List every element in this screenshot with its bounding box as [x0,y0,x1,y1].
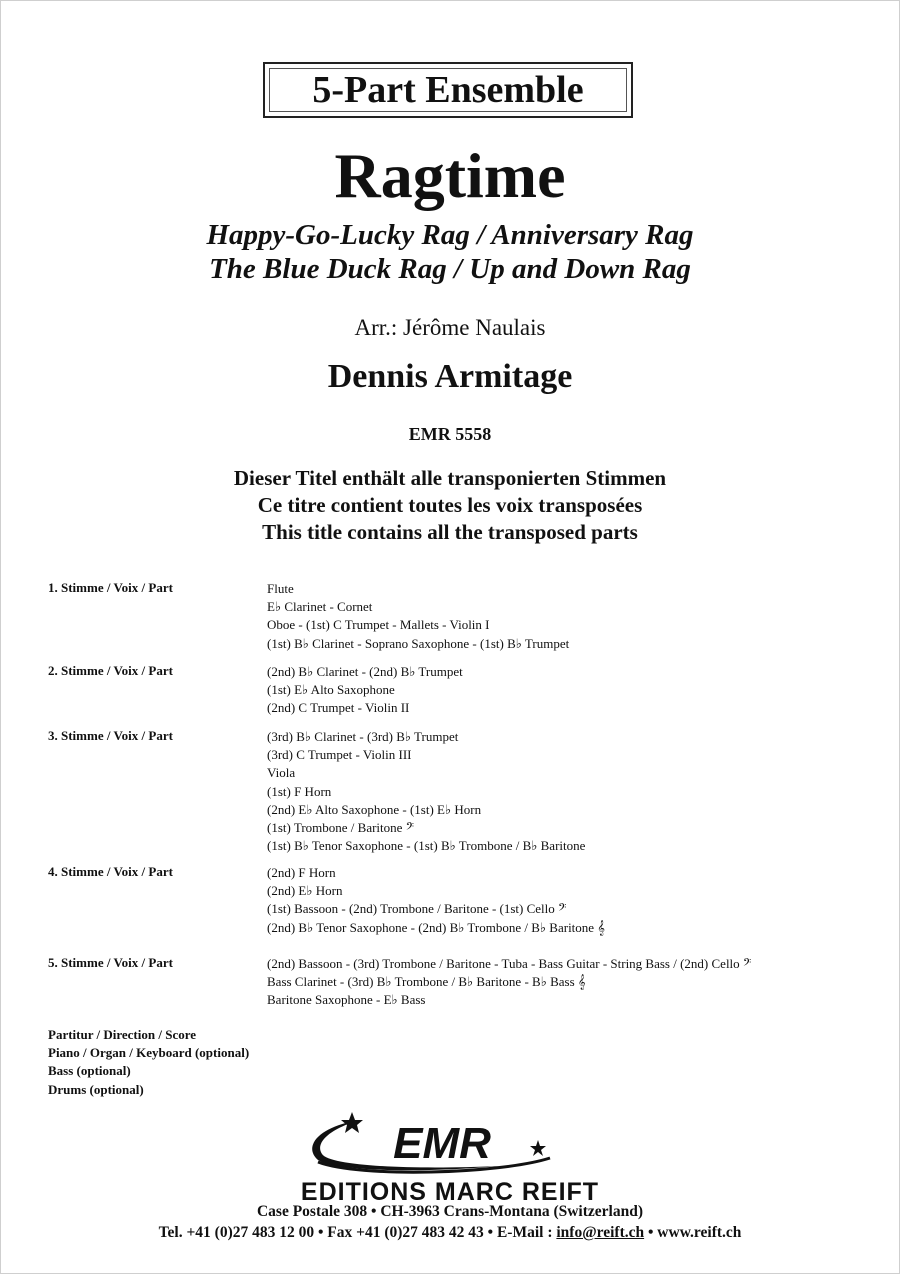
extra-part: Partitur / Direction / Score [48,1027,197,1042]
instrument-line: Viola [267,765,296,781]
extra-part: Bass (optional) [48,1063,131,1079]
instrument-line: (1st) E♭ Alto Saxophone [267,682,395,698]
instrument-line: (2nd) B♭ Tenor Saxophone - (2nd) B♭ Trombone / B♭ Baritone 𝄞 [267,919,605,935]
instrument-line: (2nd) E♭ Alto Saxophone - (1st) E♭ Horn [267,801,482,817]
part-4-label: 4. Stimme / Voix / Part [48,864,173,879]
publisher-address: Case Postale 308 • CH-3963 Crans-Montana (Switzerland) [256,1203,643,1220]
instrument-line: E♭ Clarinet - Cornet [267,599,373,615]
website-text: • www.reift.ch [644,1224,742,1241]
language-note-de: Dieser Titel enthält alle transponierten Stimmen [233,466,667,490]
instrument-line: (1st) B♭ Clarinet - Soprano Saxophone - (1st) B♭ Trumpet [267,635,570,651]
part-1-instruments [267,580,569,653]
instrument-line: Flute [267,581,294,596]
part-2-label: 2. Stimme / Voix / Part [48,663,173,678]
publisher-contact [0,1224,900,1242]
language-note-en: This title contains all the transposed parts [262,520,638,544]
subtitle-line-2: The Blue Duck Rag / Up and Down Rag [209,253,691,285]
extra-parts-list [48,1026,249,1099]
ensemble-badge [263,62,633,118]
part-3-instruments [267,728,585,855]
subtitle-line-1: Happy-Go-Lucky Rag / Anniversary Rag [206,219,694,251]
instrument-line: (1st) B♭ Tenor Saxophone - (1st) B♭ Trombone / B♭ Baritone [267,838,586,854]
logo-text: EMR [393,1119,491,1168]
instrument-line: (2nd) B♭ Clarinet - (2nd) B♭ Trumpet [267,664,463,679]
part-3-label: 3. Stimme / Voix / Part [48,728,173,743]
instrument-line: (1st) Bassoon - (2nd) Trombone / Baritone - (1st) Cello 𝄢 [267,901,567,917]
instrument-line: (2nd) C Trumpet - Violin II [267,700,410,716]
language-note-fr: Ce titre contient toutes les voix transposées [257,493,643,517]
instrument-line: (2nd) F Horn [267,865,336,880]
catalog-number: EMR 5558 [408,424,492,444]
instrument-line: Baritone Saxophone - E♭ Bass [267,992,426,1008]
part-4-instruments [267,864,605,937]
extra-part: Piano / Organ / Keyboard (optional) [48,1045,250,1061]
part-5-instruments [267,955,751,1010]
part-5-label: 5. Stimme / Voix / Part [48,955,173,970]
instrument-line: (3rd) C Trumpet - Violin III [267,747,412,763]
publisher-name: EDITIONS MARC REIFT [300,1178,600,1206]
email-link[interactable]: info@reift.ch [556,1224,645,1241]
instrument-line: (3rd) B♭ Clarinet - (3rd) B♭ Trumpet [267,729,459,744]
part-2-instruments [267,663,463,718]
instrument-line: (2nd) Bassoon - (3rd) Trombone / Baritone - Tuba - Bass Guitar - String Bass / (2nd) Cello 𝄢 [267,956,752,971]
instrument-line: Bass Clarinet - (3rd) B♭ Trombone / B♭ Baritone - B♭ Bass 𝄞 [267,974,586,990]
ensemble-badge-text: 5-Part Ensemble [269,68,627,112]
contact-phone-fax: Tel. +41 (0)27 483 12 00 • Fax +41 (0)27 483 42 43 • E-Mail : [158,1224,557,1241]
instrument-line: (2nd) E♭ Horn [267,883,343,899]
instrument-line: (1st) F Horn [267,783,332,799]
instrument-line: Oboe - (1st) C Trumpet - Mallets - Violin I [267,617,490,633]
arranger: Arr.: Jérôme Naulais [354,315,546,340]
emr-logo [300,1108,570,1178]
instrument-line: (1st) Trombone / Baritone 𝄢 [267,820,415,836]
title: Ragtime [334,140,566,211]
extra-part: Drums (optional) [48,1081,144,1097]
composer: Dennis Armitage [327,358,573,395]
part-1-label: 1. Stimme / Voix / Part [48,580,173,595]
